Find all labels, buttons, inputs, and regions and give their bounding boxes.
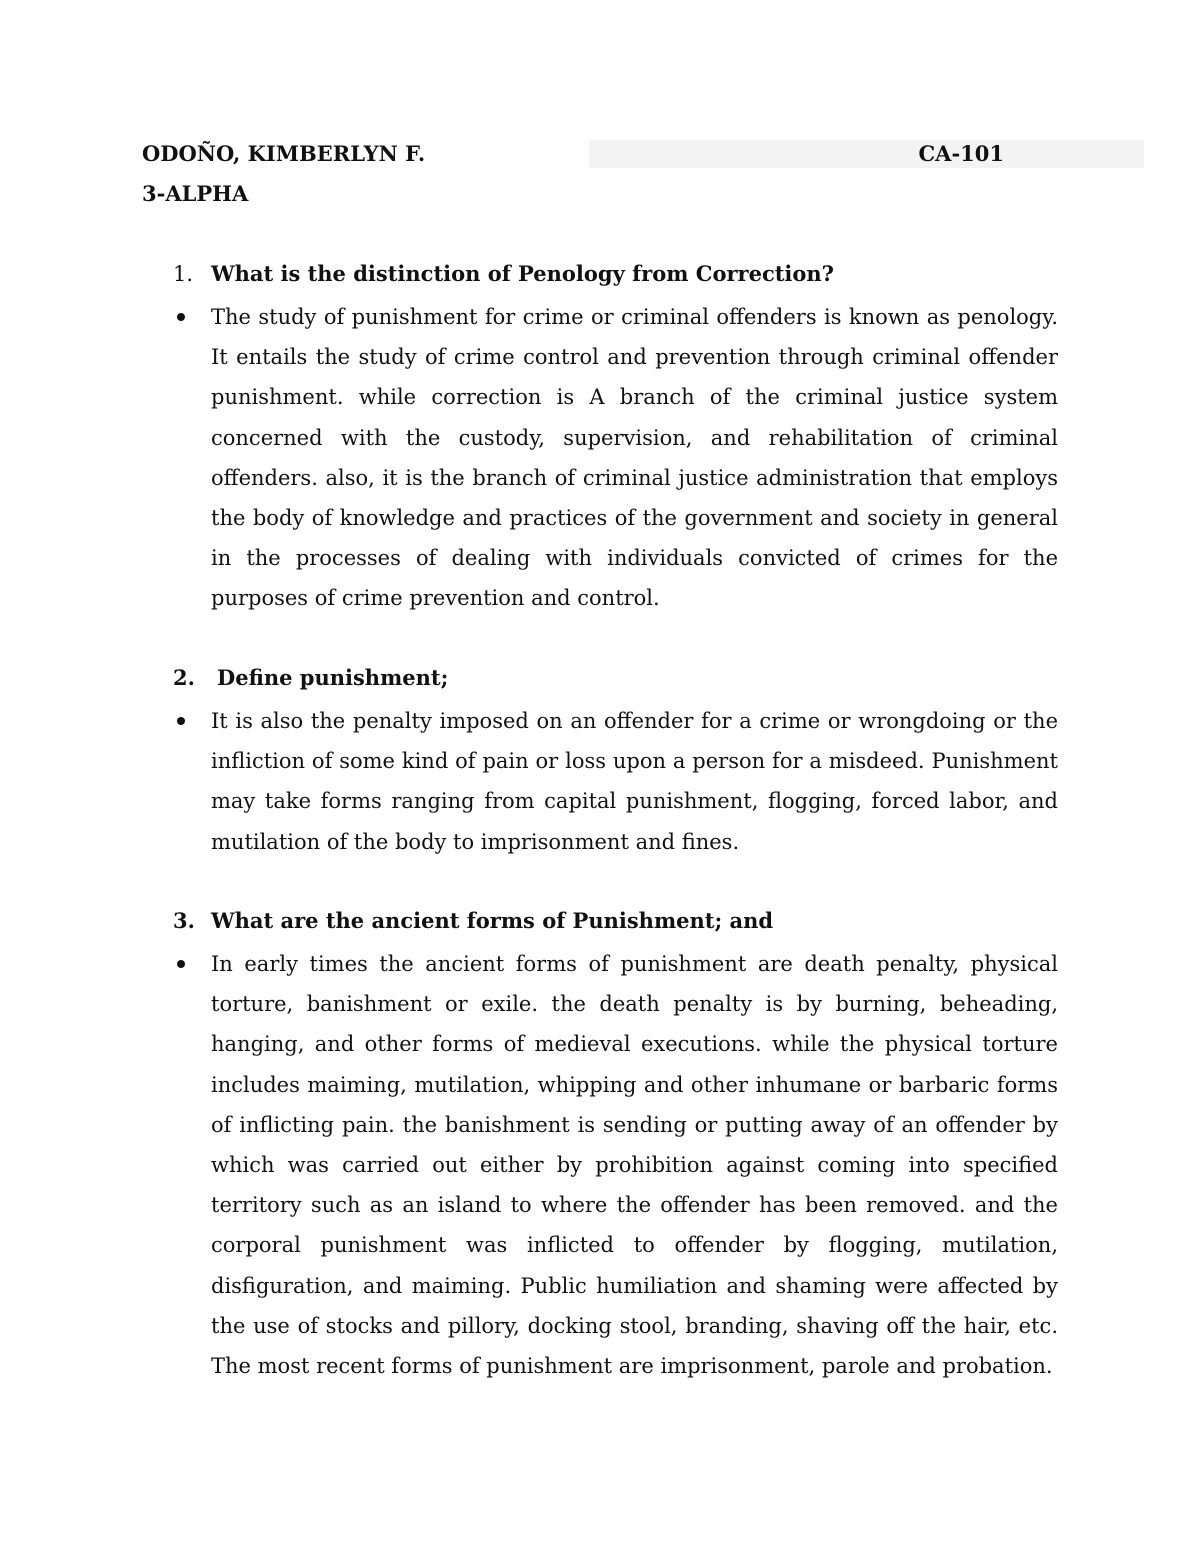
answer-text: It is also the penalty imposed on an offender for a crime or wrongdoing or the infliction of some kind of pain or loss upon a person for a misdeed. Punishment may take forms ranging from capital punishment, flogging, forced labor, and mutilation of the body to imprisonment and fines. <box>211 709 1058 854</box>
bullet-icon <box>173 944 193 984</box>
bullet-icon <box>173 701 193 741</box>
question-number: 1. <box>173 262 194 286</box>
answer-text: In early times the ancient forms of punishment are death penalty, physical torture, banishment or exile. the death penalty is by burning, beheading, hanging, and other forms of medieval executions. while the physical torture includes maiming, mutilation, whipping and other inhumane or barbaric forms of inflicting pain. the banishment is sending or putting away of an offender by which was carried out either by prohibition against coming into specified territory such as an island to where the offender has been removed. and the corporal punishment was inflicted to offender by flogging, mutilation, disfiguration, and maiming. Public humiliation and shaming were affected by the use of stocks and pillory, docking stool, branding, shaving off the hair, etc. The most recent forms of punishment are imprisonment, parole and probation. <box>211 952 1058 1379</box>
student-name: ODOÑO, KIMBERLYN F. <box>142 141 426 166</box>
section-label: 3-ALPHA <box>142 181 249 206</box>
question-number: 3. <box>173 908 195 933</box>
course-code: CA-101 <box>918 141 1004 166</box>
question-text: What are the ancient forms of Punishment; and <box>211 908 774 933</box>
header-highlight <box>589 140 1144 168</box>
bullet-icon <box>173 297 193 337</box>
question-text: Define punishment; <box>217 665 449 690</box>
question-number: 2. <box>173 665 195 690</box>
question-text: What is the distinction of Penology from Correction? <box>211 261 834 286</box>
answer-text: The study of punishment for crime or criminal offenders is known as penology. It entails the study of crime control and prevention through criminal offender punishment. while correction is A branch of the criminal justice system concerned with the custody, supervision, and rehabilitation of criminal offenders. also, it is the branch of criminal justice administration that employs the body of knowledge and practices of the government and society in general in the processes of dealing with individuals convicted of crimes for the purposes of crime prevention and control. <box>211 305 1058 611</box>
header-line <box>142 138 1004 170</box>
